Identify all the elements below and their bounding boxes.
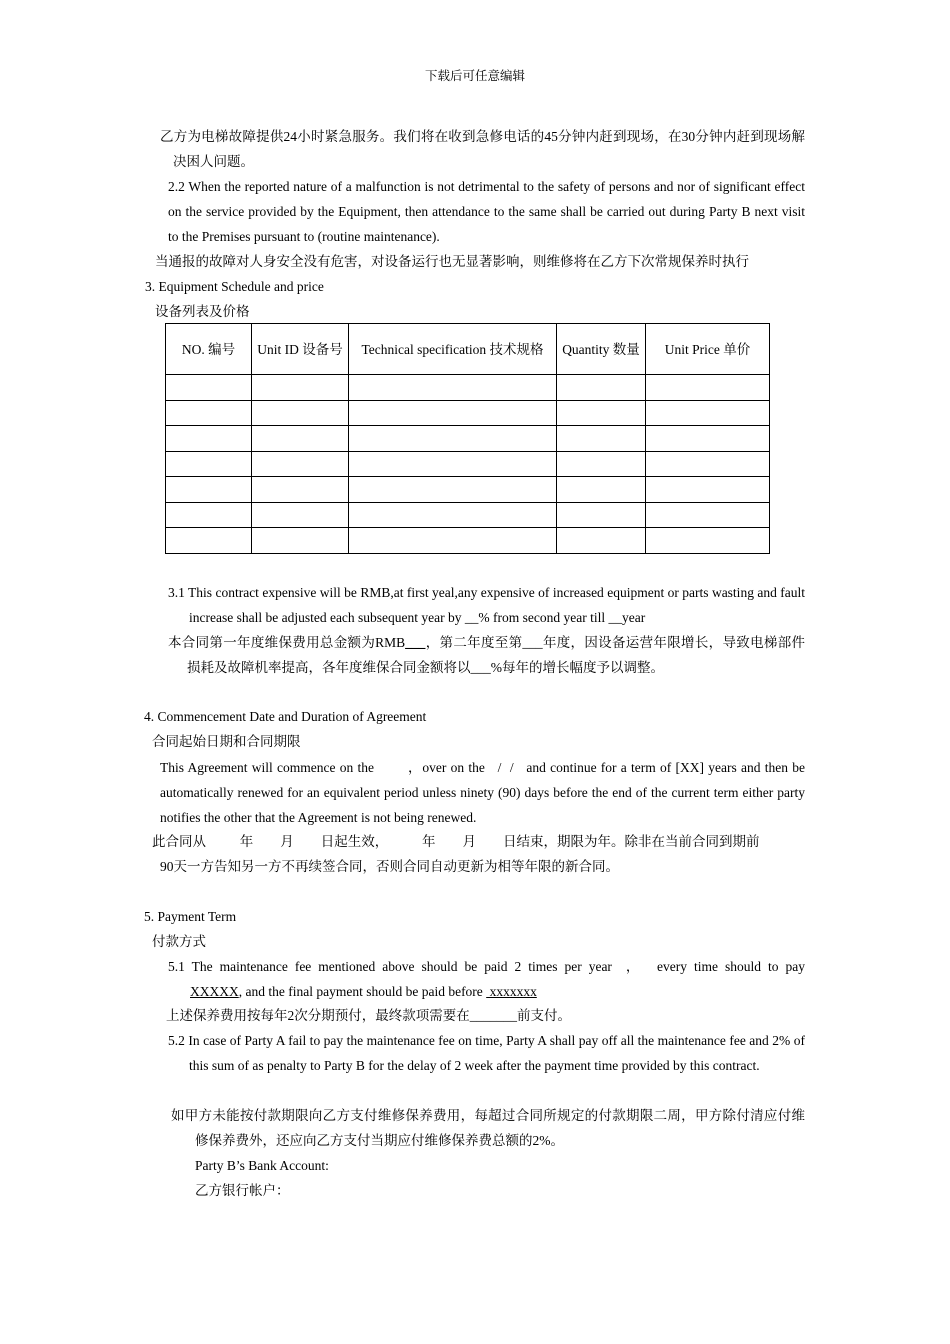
- col-header-quantity: Quantity 数量: [557, 324, 646, 375]
- table-cell: [646, 477, 770, 503]
- clause-3-1-en: [168, 580, 805, 630]
- section-3-title-en: 3. Equipment Schedule and price: [145, 279, 324, 294]
- table-cell: [557, 502, 646, 528]
- table-cell: [252, 451, 349, 477]
- clause-3-1-cn-part1: 本合同第一年度维保费用总金额为RMB: [168, 635, 406, 650]
- final-payment-date-blank: xxxxxxx: [486, 984, 537, 999]
- clause-5-2-en-text: 5.2 In case of Party A fail to pay the maintenance fee on time, Party A shall pay off all the maintenance fee and 2% of this sum of as penalty to Party B for the delay of 2 week after the payment time provided by this contract.: [168, 1033, 805, 1073]
- bank-account-cn: 乙方银行帐户：: [195, 1183, 290, 1198]
- clause-5-1-en-line2: [190, 983, 537, 1001]
- table-cell: [252, 400, 349, 426]
- col-header-tech-spec: Technical specification 技术规格: [349, 324, 557, 375]
- section-4-para-cn-1: 此合同从 年 月 日起生效， 年 月 日结束，期限为年。除非在当前合同到期前: [152, 834, 760, 849]
- table-row: [166, 451, 770, 477]
- clause-2-2-cn: 当通报的故障对人身安全没有危害，对设备运行也无显著影响，则维修将在乙方下次常规保养时执行: [155, 254, 749, 269]
- section-5-title-cn: 付款方式: [152, 934, 206, 949]
- table-cell: [166, 451, 252, 477]
- table-cell: [166, 502, 252, 528]
- clause-5-2-cn-text: 如甲方未能按付款期限向乙方支付维修保养费用，每超过合同所规定的付款期限二周，甲方除付清应付维修保养费外，还应向乙方支付当期应付维修保养费总额的2%。: [171, 1108, 805, 1148]
- clause-5-2-cn: [171, 1103, 805, 1153]
- bank-account-en: Party B’s Bank Account:: [195, 1158, 329, 1173]
- table-cell: [349, 400, 557, 426]
- table-row: [166, 528, 770, 554]
- table-cell: [252, 502, 349, 528]
- table-cell: [557, 528, 646, 554]
- clause-5-1-en-line1: 5.1 The maintenance fee mentioned above should be paid 2 times per year ， every time should to pay: [168, 959, 805, 974]
- payment-amount-blank: XXXXX: [190, 984, 239, 999]
- table-row: [166, 426, 770, 452]
- clause-5-2-en: [168, 1028, 805, 1078]
- emergency-service-cn: 乙方为电梯故障提供24小时紧急服务。我们将在收到急修电话的45分钟内赶到现场，在30分钟内赶到现场解决困人问题。: [160, 129, 805, 169]
- section-4-para-cn-2: 90天一方告知另一方不再续签合同，否则合同自动更新为相等年限的新合同。: [160, 859, 619, 874]
- col-header-unit-price: Unit Price 单价: [646, 324, 770, 375]
- table-cell: [349, 477, 557, 503]
- table-cell: [166, 400, 252, 426]
- table-cell: [646, 528, 770, 554]
- table-row: [166, 400, 770, 426]
- table-cell: [166, 426, 252, 452]
- table-cell: [349, 426, 557, 452]
- table-cell: [646, 502, 770, 528]
- table-cell: [557, 477, 646, 503]
- table-cell: [349, 451, 557, 477]
- table-row: [166, 502, 770, 528]
- table-cell: [166, 375, 252, 401]
- table-cell: [252, 375, 349, 401]
- table-cell: [349, 528, 557, 554]
- table-row: [166, 375, 770, 401]
- col-header-unit-id: Unit ID 设备号: [252, 324, 349, 375]
- table-cell: [166, 528, 252, 554]
- table-row: [166, 477, 770, 503]
- col-header-no: NO. 编号: [166, 324, 252, 375]
- table-cell: [166, 477, 252, 503]
- table-cell: [557, 400, 646, 426]
- clause-3-1-en-text: 3.1 This contract expensive will be RMB,at first yeal,any expensive of increased equipment or parts wasting and fault increase shall be adjusted each subsequent year by __% from second year till __year: [168, 585, 805, 625]
- table-cell: [646, 451, 770, 477]
- clause-2-2-en: 2.2 When the reported nature of a malfunction is not detrimental to the safety of persons and nor of significant effect on the service provided by the Equipment, then attendance to the same shall be carried out during Party B next visit to the Premises pursuant to (routine maintenance).: [168, 179, 805, 244]
- section-4-title-en: 4. Commencement Date and Duration of Agreement: [144, 709, 427, 724]
- page-header: 下载后可任意编辑: [424, 69, 525, 83]
- section-4-para-en: This Agreement will commence on the ，over on the / / and continue for a term of [XX] years and then be automatically renewed for an equivalent period unless ninety (90) days before the end of the current term either party notifies the other that the Agreement is not being renewed.: [160, 760, 809, 825]
- table-cell: [252, 426, 349, 452]
- section-3-title-cn: 设备列表及价格: [155, 304, 250, 319]
- table-cell: [252, 528, 349, 554]
- equipment-table: [165, 323, 770, 554]
- clause-5-1-cn: 上述保养费用按每年2次分期预付，最终款项需要在_______前支付。: [166, 1008, 571, 1023]
- table-cell: [557, 426, 646, 452]
- table-cell: [646, 426, 770, 452]
- table-cell: [349, 375, 557, 401]
- clause-3-1-cn: [168, 630, 805, 680]
- rmb-amount-blank: ___: [405, 635, 426, 650]
- table-cell: [252, 477, 349, 503]
- table-cell: [646, 400, 770, 426]
- clause-3-1-cn-part2: ，第二年度至第___年度，因设备运营年限增长，导致电梯部件损耗及故障机率提高，各年度维保合同金额将以___%每年的增长幅度予以调整。: [187, 635, 806, 675]
- table-cell: [646, 375, 770, 401]
- table-cell: [557, 375, 646, 401]
- table-cell: [557, 451, 646, 477]
- table-cell: [349, 502, 557, 528]
- section-4-title-cn: 合同起始日期和合同期限: [152, 734, 301, 749]
- table-header-row: [166, 324, 770, 375]
- clause-5-1-en-mid: , and the final payment should be paid before: [238, 984, 487, 999]
- section-5-title-en: 5. Payment Term: [144, 909, 237, 924]
- clause-3-1-cn-text: [168, 630, 805, 680]
